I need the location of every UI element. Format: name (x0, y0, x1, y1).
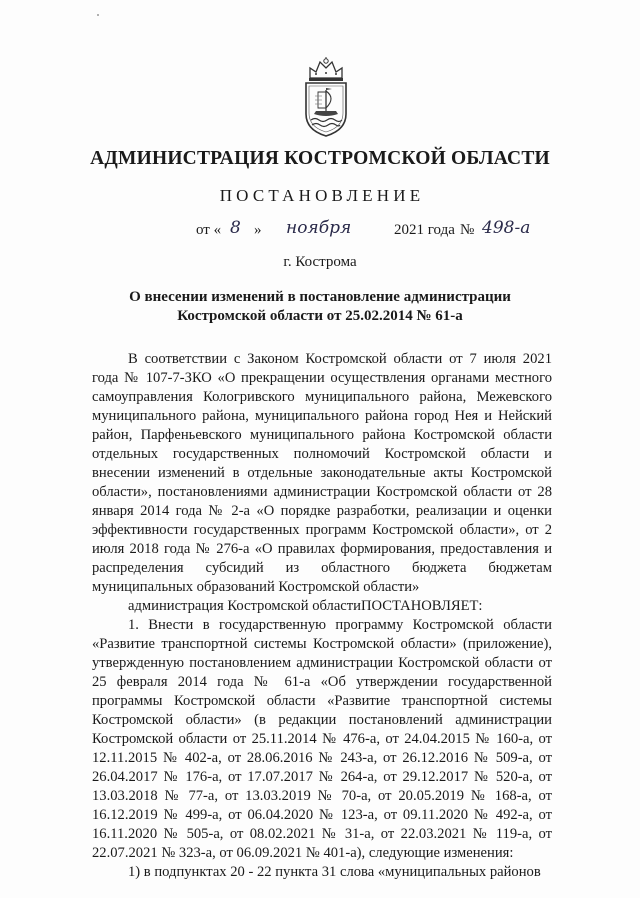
date-quote-close: » (254, 222, 262, 238)
document-subject (0, 288, 640, 326)
body-paragraph-2: администрация Костромской областиПОСТАНОВЛЯЕТ: (128, 598, 483, 614)
scan-speck (97, 14, 99, 16)
date-year: 2021 года (394, 222, 455, 238)
subject-line-2: Костромской области от 25.02.2014 № 61-а (177, 308, 463, 324)
body-paragraph-4: 1) в подпунктах 20 - 22 пункта 31 слова «муниципальных районов (128, 864, 541, 880)
date-number-line (196, 218, 596, 244)
document-body (92, 350, 552, 882)
date-prefix: от « (196, 222, 222, 238)
body-paragraph-1: В соответствии с Законом Костромской области от 7 июля 2021 года № 107-7-ЗКО «О прекращении осуществления органами местного самоуправления Кологривского муниципального района, Межевского муниципального района, муниципального района город Нея и Нейский район, Парфеньевского муниципального района Костромской области отдельных государственных полномочий Костромской области и внесении изменений в отдельные законодательные акты Костромской области», постановлениями администрации Костромской области от 28 января 2014 года № 2-а «О порядке разработки, реализации и оценки эффективности государственных программ Костромской области», от 2 июля 2018 года № 276-а «О правилах формирования, предоставления и распределения субсидий из областного бюджета бюджетам муниципальных образований Костромской области» (92, 351, 552, 595)
number-sign: № (460, 222, 475, 238)
subject-line-1: О внесении изменений в постановление администрации (129, 289, 511, 305)
coat-of-arms-icon (296, 56, 356, 140)
handwritten-number: 498-а (482, 218, 531, 238)
document-type: ПОСТАНОВЛЕНИЕ (219, 186, 425, 205)
handwritten-day: 8 (230, 218, 241, 238)
city-name: г. Кострома (283, 254, 357, 270)
handwritten-month: ноября (286, 218, 352, 238)
body-paragraph-3: 1. Внести в государственную программу Костромской области «Развитие транспортной системы Костромской области» (приложение), утвержденную постановлением администрации Костромской области от 25 февраля 2014 года № 61-а «Об утверждении государственной программы Костромской области «Развитие транспортной системы Костромской области» (в редакции постановлений администрации Костромской области от 25.11.2014 № 476-а, от 24.04.2015 № 160-а, от 12.11.2015 № 402-а, от 28.06.2016 № 243-а, от 26.12.2016 № 509-а, от 26.04.2017 № 176-а, от 17.07.2017 № 264-а, от 29.12.2017 № 520-а, от 13.03.2018 № 77-а, от 13.03.2019 № 70-а, от 20.05.2019 № 168-а, от 16.12.2019 № 499-а, от 06.04.2020 № 123-а, от 09.11.2020 № 492-а, от 16.11.2020 № 505-а, от 08.02.2021 № 31-а, от 22.03.2021 № 119-а, от 22.07.2021 № 323-а, от 06.09.2021 № 401-а), следующие изменения: (92, 617, 552, 861)
organization-title: АДМИНИСТРАЦИЯ КОСТРОМСКОЙ ОБЛАСТИ (90, 148, 550, 169)
